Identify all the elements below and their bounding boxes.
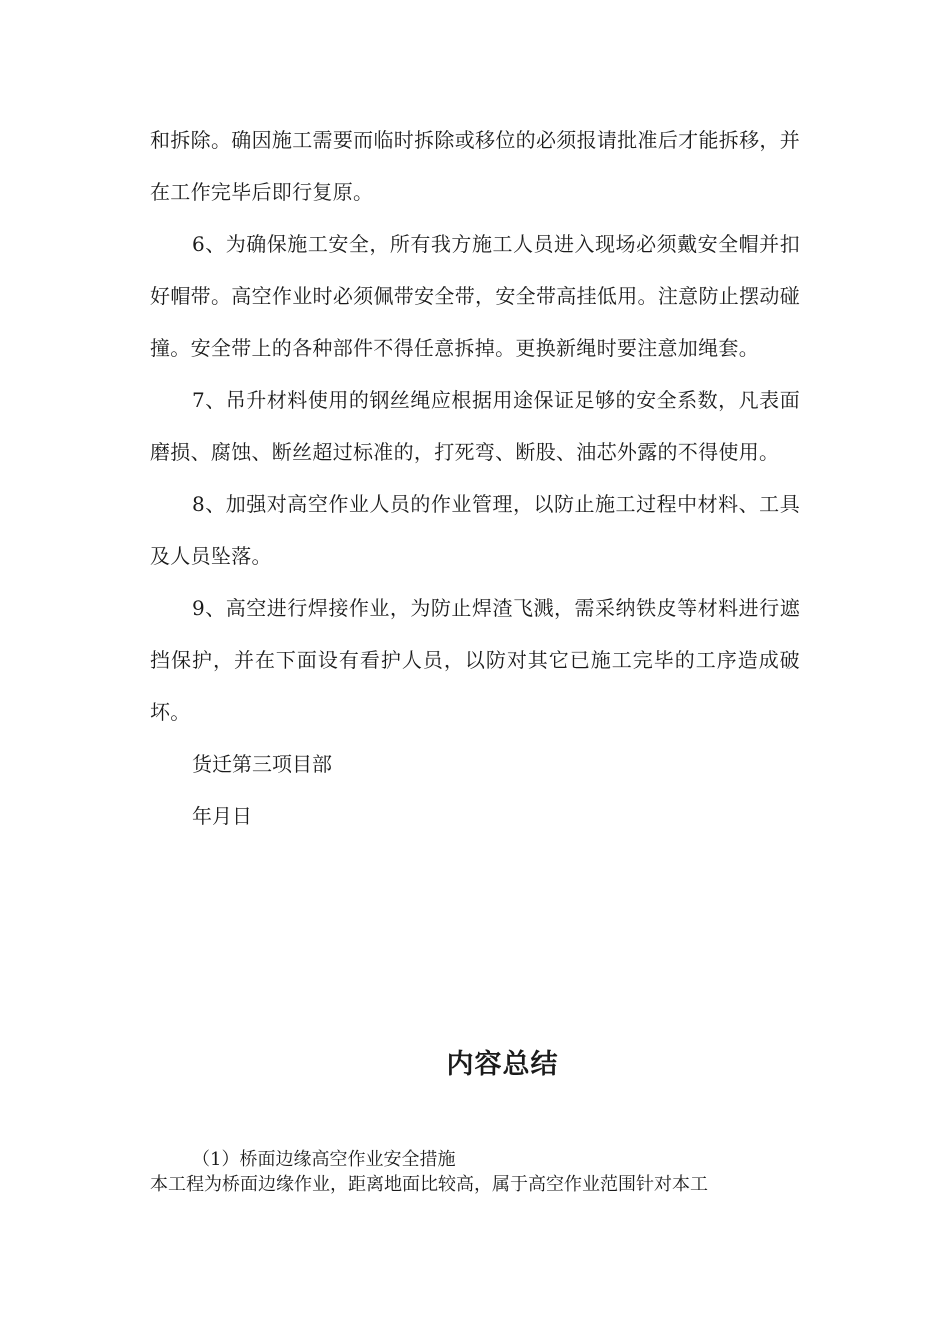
signature-department: 货迁第三项目部 <box>192 752 332 776</box>
summary-heading: （1）桥面边缘高空作业安全措施 <box>192 1149 456 1170</box>
paragraph-item-6: 6、为确保施工安全，所有我方施工人员进入现场必须戴安全帽并扣好帽带。高空作业时必须佩带安全带，安全带高挂低用。注意防止摆动碰撞。安全带上的各种部件不得任意拆掉。更换新绳时要注意加绳套。 <box>150 232 800 360</box>
paragraph-item-8: 8、加强对高空作业人员的作业管理，以防止施工过程中材料、工具及人员坠落。 <box>150 492 800 568</box>
document-body <box>150 114 800 842</box>
summary-block <box>150 1148 800 1198</box>
paragraph-continuation: 和拆除。确因施工需要而临时拆除或移位的必须报请批准后才能拆移，并在工作完毕后即行复原。 <box>150 128 800 204</box>
paragraph-item-7: 7、吊升材料使用的钢丝绳应根据用途保证足够的安全系数，凡表面磨损、腐蚀、断丝超过标准的，打死弯、断股、油芯外露的不得使用。 <box>150 388 800 464</box>
summary-text: 本工程为桥面边缘作业，距离地面比较高，属于高空作业范围针对本工 <box>150 1174 708 1195</box>
signature-date: 年月日 <box>192 804 252 828</box>
summary-title: 内容总结 <box>446 1049 559 1080</box>
paragraph-item-9: 9、高空进行焊接作业，为防止焊渣飞溅，需采纳铁皮等材料进行遮挡保护，并在下面设有看护人员，以防对其它已施工完毕的工序造成破坏。 <box>150 596 800 724</box>
